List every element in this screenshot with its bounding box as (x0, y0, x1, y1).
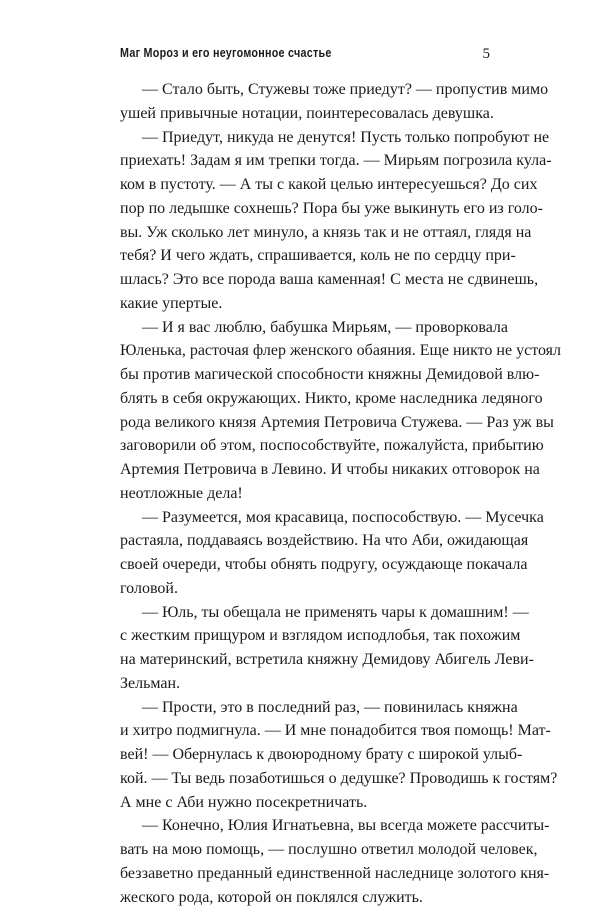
text-line: жеского рода, которой он поклялся служить. (120, 886, 491, 909)
text-line: вать на мою помощь, — послушно ответил молодой человек, (120, 838, 491, 862)
text-line: вы. Уж сколько лет минуло, а князь так и не оттаял, глядя на (120, 221, 491, 245)
text-line: — Юль, ты обещала не применять чары к домашним! — (120, 601, 491, 625)
body-text (120, 78, 491, 909)
running-header (120, 46, 490, 68)
text-line: Юленька, расточая флер женского обаяния. Еще никто не устоял (120, 339, 491, 363)
text-line: рода великого князя Артемия Петровича Стужева. — Раз уж вы (120, 411, 491, 435)
text-line: — Прости, это в последний раз, — повинилась княжна (120, 696, 491, 720)
text-line: неотложные дела! (120, 482, 491, 506)
text-line: Зельман. (120, 672, 491, 696)
text-line: головой. (120, 577, 491, 601)
text-line: какие упертые. (120, 292, 491, 316)
text-line: заговорили об этом, поспособствуйте, пожалуйста, прибытию (120, 434, 491, 458)
text-line: — Стало быть, Стужевы тоже приедут? — пропустив мимо (120, 78, 491, 102)
text-line: растаяла, поддаваясь воздействию. На что Аби, ожидающая (120, 529, 491, 553)
text-line: и хитро подмигнула. — И мне понадобится твоя помощь! Мат- (120, 719, 491, 743)
text-line: ком в пустоту. — А ты с какой целью интересуешься? До сих (120, 173, 491, 197)
text-line: ушей привычные нотации, поинтересовалась девушка. (120, 102, 491, 126)
text-line: с жестким прищуром и взглядом исподлобья, так похожим (120, 624, 491, 648)
text-line: пор по ледышке сохнешь? Пора бы уже выкинуть его из голо- (120, 197, 491, 221)
text-line: — Разумеется, моя красавица, поспособствую. — Мусечка (120, 506, 491, 530)
text-line: — Приедут, никуда не денутся! Пусть только попробуют не (120, 126, 491, 150)
text-line: своей очереди, чтобы обнять подругу, осуждающе покачала (120, 553, 491, 577)
running-title: Маг Мороз и его неугомонное счастье (120, 46, 332, 60)
text-line: — И я вас люблю, бабушка Мирьям, — проворковала (120, 316, 491, 340)
text-line: кой. — Ты ведь позаботишься о дедушке? Проводишь к гостям? (120, 767, 491, 791)
page-number: 5 (483, 46, 491, 63)
text-line: — Конечно, Юлия Игнатьевна, вы всегда можете рассчиты- (120, 814, 491, 838)
text-line: Артемия Петровича в Левино. И чтобы никаких отговорок на (120, 458, 491, 482)
text-line: приехать! Задам я им трепки тогда. — Мирьям погрозила кула- (120, 149, 491, 173)
text-line: беззаветно преданный единственной наследнице золотого кня- (120, 862, 491, 886)
text-line: вей! — Обернулась к двоюродному брату с широкой улыб- (120, 743, 491, 767)
text-line: тебя? И чего ждать, спрашивается, коль не по сердцу при- (120, 244, 491, 268)
text-line: блять в себя окружающих. Никто, кроме наследника ледяного (120, 387, 491, 411)
text-line: А мне с Аби нужно посекретничать. (120, 791, 491, 815)
text-line: бы против магической способности княжны Демидовой влю- (120, 363, 491, 387)
text-line: на материнский, встретила княжну Демидову Абигель Леви- (120, 648, 491, 672)
text-line: шлась? Это все порода ваша каменная! С места не сдвинешь, (120, 268, 491, 292)
